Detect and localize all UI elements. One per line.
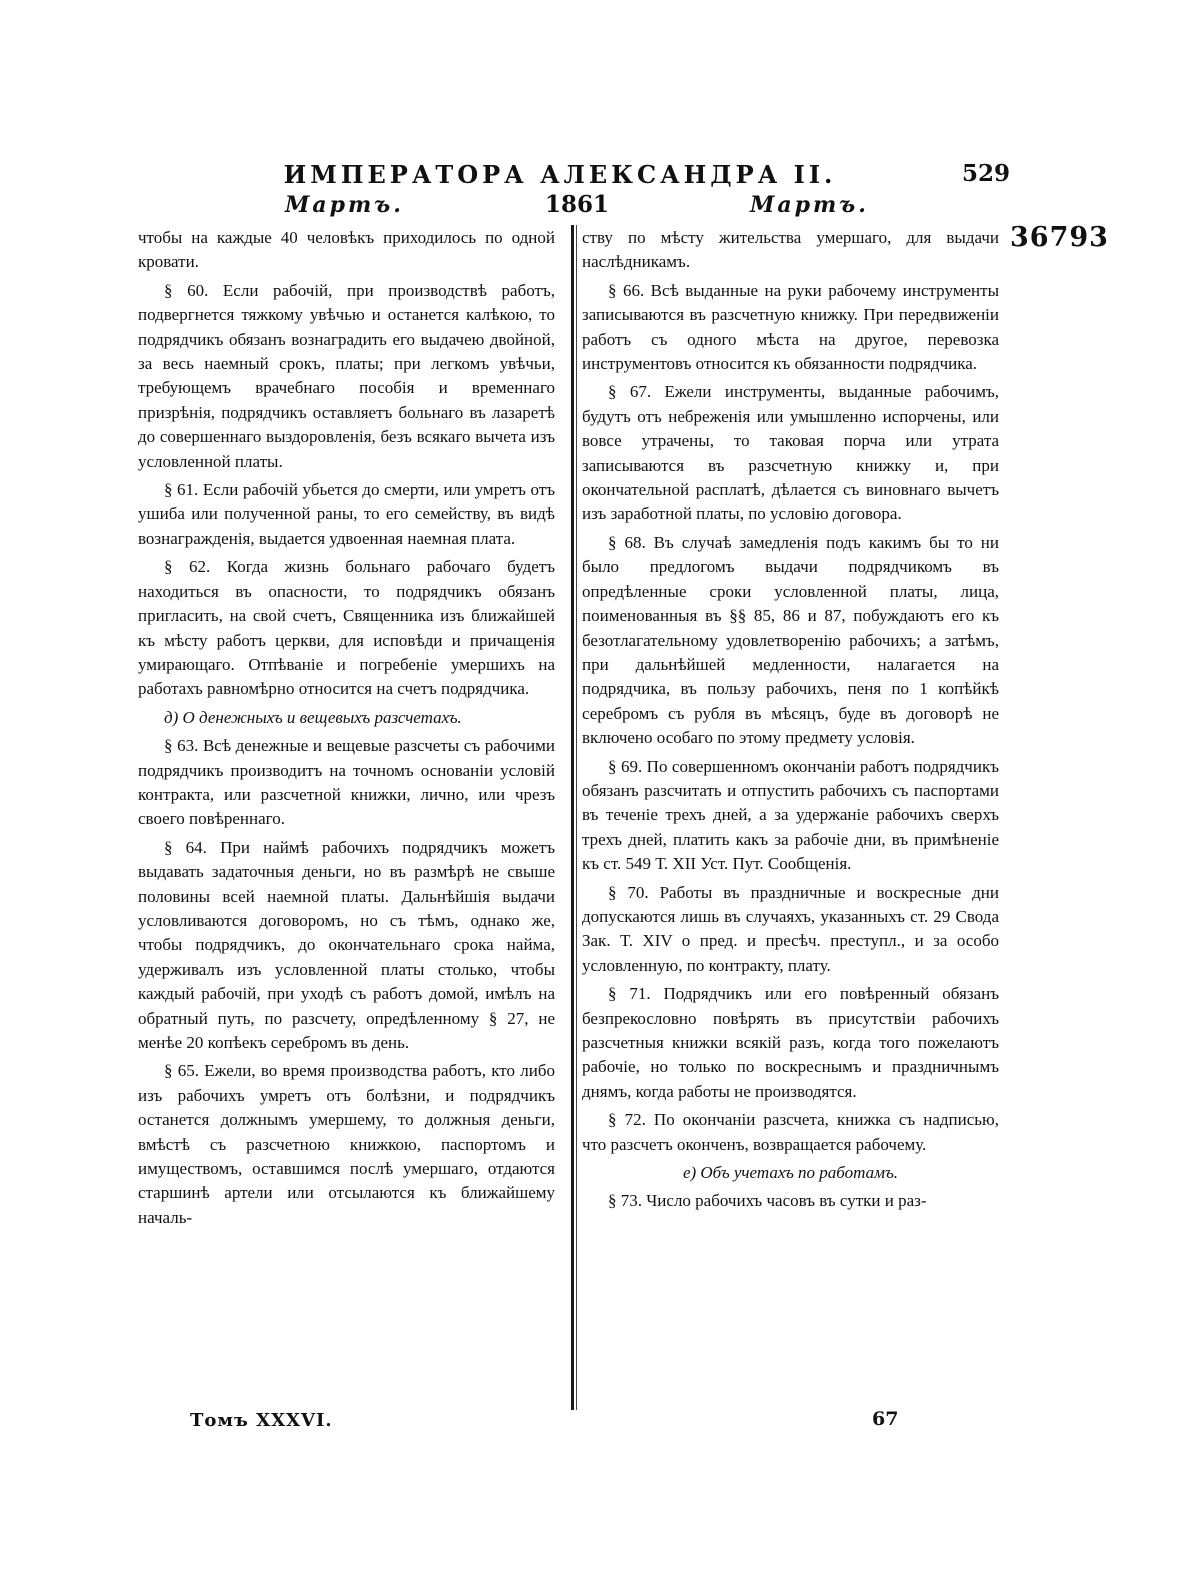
paragraph-section-71: § 71. Подрядчикъ или его повѣренный обязанъ безпрекословно повѣрять въ присутствіи рабочихъ разсчетныя книжки всякій разъ, когда того пожелаютъ рабочіе, но только по воскреснымъ и праздничнымъ днямъ, когда работы не производятся. [582, 984, 999, 1101]
year: 1861 [545, 191, 610, 218]
paragraph-section-66: § 66. Всѣ выданные на руки рабочему инструменты записываются въ разсчетную книжку. При передвиженіи работъ съ одного мѣста на другое, перевозка инструментовъ относится къ обязанности подрядчика. [582, 280, 999, 374]
month-right: Мартъ. [750, 192, 869, 218]
right-column [582, 226, 999, 1218]
footer-volume: Томъ XXXVI. [190, 1410, 333, 1431]
paragraph: чтобы на каждые 40 человѣкъ приходилось по одной кровати. [138, 228, 555, 272]
paragraph-section-65: § 65. Ежели, во время производства работъ, кто либо изъ рабочихъ умретъ отъ болѣзни, и подрядчикъ останется должнымъ умершему, то должныя деньги, вмѣстѣ съ разсчетною книжкою, паспортомъ и имуществомъ, оставшимся послѣ умершаго, отдаются старшинѣ артели или отсылаются къ ближайшему началь- [138, 1061, 555, 1227]
paragraph-section-68: § 68. Въ случаѣ замедленія подъ какимъ бы то ни было предлогомъ выдачи подрядчикомъ въ опредѣленные сроки условленной платы, лица, поименованныя въ §§ 85, 86 и 87, побуждаютъ его къ безотлагательному удовлетворенію рабочихъ; а затѣмъ, при дальнѣйшей медленности, налагается на подрядчика, въ пользу рабочихъ, пеня по 1 копѣйкѣ серебромъ съ рубля въ мѣсяцъ, буде въ договорѣ не включено особаго по этому предмету условія. [582, 532, 999, 748]
page-number: 529 [961, 160, 1010, 187]
paragraph-section-60: § 60. Если рабочій, при производствѣ работъ, подвергнется тяжкому увѣчью и останется калѣкою, то подрядчикъ обязанъ вознаградить его выдачею двойной, за весь наемный срокъ, платы; при легкомъ увѣчьи, требующемъ врачебнаго пособія и временнаго призрѣнія, подрядчикъ оставляетъ больнаго въ лазаретѣ до совершеннаго выздоровленія, безъ всякаго вычета изъ условленной платы. [138, 280, 555, 471]
column-divider [571, 225, 574, 1410]
paragraph-section-72: § 72. По окончаніи разсчета, книжка съ надписью, что разсчетъ оконченъ, возвращается рабочему. [582, 1110, 999, 1154]
paragraph-section-70: § 70. Работы въ праздничные и воскресные дни допускаются лишь въ случаяхъ, указанныхъ ст. 29 Свода Зак. Т. XIV о пред. и пресѣч. преступл., и за особо условленную, по контракту, плату. [582, 882, 999, 975]
paragraph-section-67: § 67. Ежели инструменты, выданные рабочимъ, будутъ отъ небреженія или умышленно испорчены, или вовсе утрачены, то таковая порча или утрата записываются въ разсчетную книжку и, при окончательной расплатѣ, дѣлается съ виновнаго вычетъ изъ заработной платы, по условію договора. [582, 382, 999, 524]
paragraph-section-73: § 73. Число рабочихъ часовъ въ сутки и раз- [608, 1191, 927, 1211]
paragraph-section-69: § 69. По совершенномъ окончаніи работъ подрядчикъ обязанъ разсчитать и отпустить рабочихъ съ паспортами въ теченіе трехъ дней, а за удержаніе рабочихъ сверхъ трехъ дней, платить какъ за рабочіе дни, въ примѣненіе къ ст. 549 Т. XII Уст. Пут. Сообщенія. [582, 756, 999, 874]
paragraph-section-64: § 64. При наймѣ рабочихъ подрядчикъ можетъ выдавать задаточныя деньги, но въ размѣрѣ не свыше половины всей наемной платы. Дальнѣйшія выдачи условливаются договоромъ, но съ тѣмъ, однако же, чтобы подрядчикъ, до окончательнаго срока найма, удерживалъ изъ условленной платы столько, чтобы каждый рабочій, при уходѣ съ работъ домой, имѣлъ на обратный путь, по разсчету, опредѣленному § 27, не менѣе 20 копѣекъ серебромъ въ день. [138, 837, 555, 1052]
subheading-work-records: е) Объ учетахъ по работамъ. [682, 1163, 899, 1183]
paragraph: ству по мѣсту жительства умершаго, для выдачи наслѣдникамъ. [582, 228, 999, 272]
month-left: Мартъ. [285, 192, 404, 218]
footer-signature: 67 [872, 1408, 899, 1430]
paragraph-section-61: § 61. Если рабочій убьется до смерти, или умретъ отъ ушиба или полученной раны, то его семейству, въ видѣ вознагражденія, выдается удвоенная наемная плата. [138, 480, 555, 548]
running-head-title: ИМПЕРАТОРА АЛЕКСАНДРА II. [283, 160, 837, 189]
left-column [138, 226, 555, 1234]
act-number: 36793 [1010, 222, 1109, 253]
column-divider-thin [576, 225, 577, 1410]
subheading-money-settlements: д) О денежныхъ и вещевыхъ разсчетахъ. [164, 707, 462, 727]
paragraph-section-62: § 62. Когда жизнь больнаго рабочаго будетъ находиться въ опасности, то подрядчикъ обязанъ пригласить, на свой счетъ, Священника изъ ближайшей къ мѣсту работъ церкви, для исповѣди и причащенія умирающаго. Отпѣваніе и погребеніе умершихъ на работахъ равномѣрно относится на счетъ подрядчика. [138, 557, 555, 699]
paragraph-section-63: § 63. Всѣ денежные и вещевые разсчеты съ рабочими подрядчикъ производитъ на точномъ основаніи условій контракта, или разсчетной книжки, лично, или чрезъ своего повѣреннаго. [138, 736, 555, 829]
